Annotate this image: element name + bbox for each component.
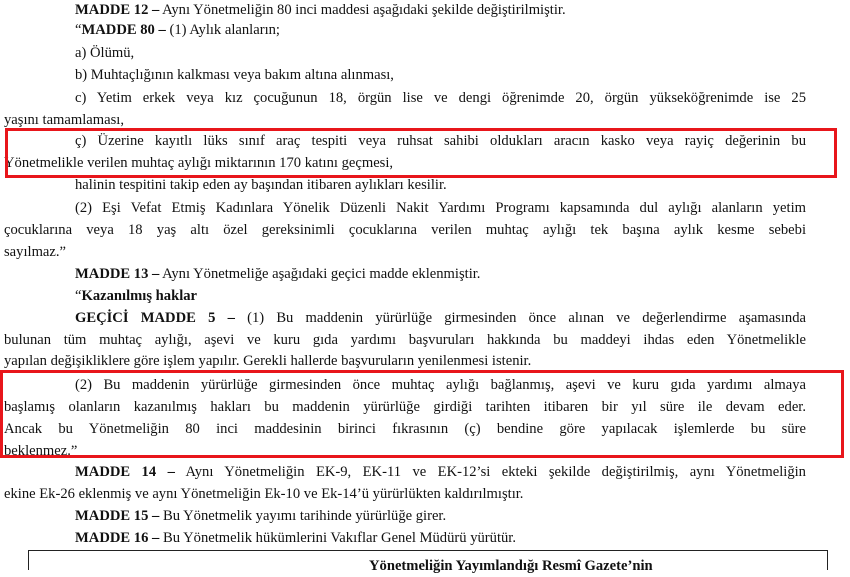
article-12-line: MADDE 12 – Aynı Yönetmeliğin 80 inci maddesi aşağıdaki şekilde değiştirilmiştir. [75, 2, 566, 18]
paragraph-2-line-1: (2) Eşi Vefat Etmiş Kadınlara Yönelik Düzenli Nakit Yardımı Programı kapsamında dul aylığı alanların yetim [75, 200, 806, 216]
temporary-article-5-p2-line-2: başlamış olanların kazanılmış hakları bu maddenin yürürlüğe girdiği tarihten itibaren bir yıl süre ile devam eder. [4, 399, 806, 415]
temporary-article-5-line-3: yapılan değişikliklere göre işlem yapılır. Gerekli hallerde başvuruların yenilenmesi istenir. [4, 353, 532, 369]
temporary-article-5-line-2: bulunan tüm muhtaç aylığı, aşevi ve kuru gıda yardımı başvuruları hakkında bu maddeyi ihdas eden Yönetmelikle [4, 332, 806, 348]
item-a: a) Ölümü, [75, 45, 135, 61]
highlight-box-item-cc [5, 128, 837, 178]
article-14-line-2: ekine Ek-26 eklenmiş ve aynı Yönetmeliğin Ek-10 ve Ek-14’ü yürürlükten kaldırılmıştır. [4, 486, 524, 502]
item-b: b) Muhtaçlığının kalkması veya bakım altına alınması, [75, 67, 394, 83]
article-13-line: MADDE 13 – Aynı Yönetmeliğe aşağıdaki geçici madde eklenmiştir. [75, 266, 481, 282]
article-14-line-1: MADDE 14 – Aynı Yönetmeliğin EK-9, EK-11 ve EK-12’si ekteki şekilde değiştirilmiş, aynı Yönetmeliğin [75, 464, 806, 480]
article-16-line: MADDE 16 – Bu Yönetmelik hükümlerini Vakıflar Genel Müdürü yürütür. [75, 530, 517, 546]
article-15-line: MADDE 15 – Bu Yönetmelik yayımı tarihinde yürürlüğe girer. [75, 508, 447, 524]
paragraph-closing: halinin tespitini takip eden ay başından itibaren aylıkları kesilir. [75, 177, 447, 193]
footer-table-title: Yönetmeliğin Yayımlandığı Resmî Gazete’nin [369, 558, 653, 574]
temporary-article-5-p2-line-3: Ancak bu Yönetmeliğin 80 inci maddesinin birinci fıkrasının (ç) bendine göre yapılacak işlemlerde bu süre [4, 421, 806, 437]
temporary-article-5-line-1: GEÇİCİ MADDE 5 – (1) Bu maddenin yürürlüğe girmesinden önce alınan ve değerlendirme aşamasında [75, 310, 806, 326]
item-c-line-2: yaşını tamamlaması, [4, 112, 124, 128]
item-cc-line-1: ç) Üzerine kayıtlı lüks sınıf araç tespiti veya ruhsat sahibi oldukları aracın kasko veya rayiç değerinin bu [75, 133, 806, 149]
temporary-article-5-p2-line-4: beklenmez.” [4, 443, 78, 459]
temporary-article-5-p2-line-1: (2) Bu maddenin yürürlüğe girmesinden önce muhtaç aylığı bağlanmış, aşevi ve kuru gıda yardımı almaya [75, 377, 806, 393]
heading-acquired-rights: “Kazanılmış haklar [75, 288, 198, 304]
paragraph-2-line-2: çocuklarına veya 18 yaş altı özel gereksinimli çocuklarına verilen muhtaç aylığı tek başına aylık kesme sebebi [4, 222, 806, 238]
article-80-heading: “MADDE 80 – (1) Aylık alanların; [75, 22, 280, 38]
highlight-box-paragraph-2 [0, 370, 844, 458]
footer-table-partial [28, 550, 828, 574]
item-c-line-1: c) Yetim erkek veya kız çocuğunun 18, örgün lise ve dengi öğrenimde 20, örgün yükseköğrenimde ise 25 [75, 90, 806, 106]
item-cc-line-2: Yönetmelikle verilen muhtaç aylığı miktarının 170 katını geçmesi, [4, 155, 394, 171]
paragraph-2-line-3: sayılmaz.” [4, 244, 66, 260]
